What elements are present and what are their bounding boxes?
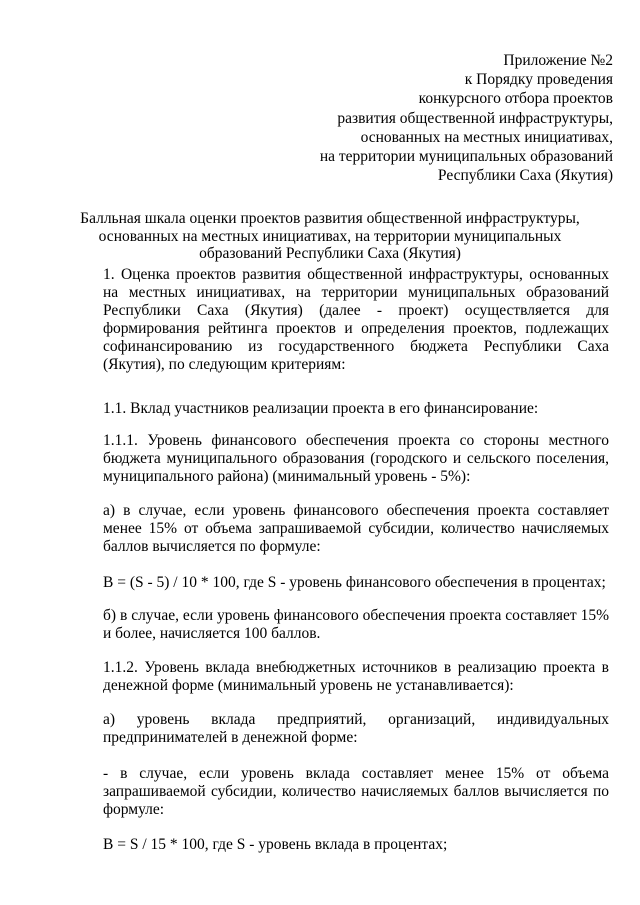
- paragraph-a: а) в случае, если уровень финансового обеспечения проекта составляет менее 15% от объема запрашиваемой субсидии, количество начисляемых баллов вычисляется по формуле:: [103, 502, 609, 555]
- appendix-line: развития общественной инфраструктуры,: [337, 109, 613, 127]
- document-title: Балльная шкала оценки проектов развития общественной инфраструктуры, основанных на местных инициативах, на территории муниципальных образований Республики Саха (Якутия): [80, 210, 580, 263]
- paragraph-1-1-1: 1.1.1. Уровень финансового обеспечения проекта со стороны местного бюджета муниципального образования (городского и сельского поселения, муниципального района) (минимальный уровень - 5%):: [103, 432, 609, 485]
- paragraph-dash: - в случае, если уровень вклада составляет менее 15% от объема запрашиваемой субсидии, количество начисляемых баллов вычисляется по формуле:: [103, 765, 609, 818]
- paragraph-1: 1. Оценка проектов развития общественной инфраструктуры, основанных на местных инициативах, на территории муниципальных образований Республики Саха (Якутия) (далее - проект) осуществляется для формирования рейтинга проектов и определения проектов, подлежащих софинансированию из государственного бюджета Республики Саха (Якутия), по следующим критериям:: [103, 266, 609, 373]
- formula-2: B = S / 15 * 100, где S - уровень вклада в процентах;: [103, 836, 448, 853]
- paragraph-b: б) в случае, если уровень финансового обеспечения проекта составляет 15% и более, начисляется 100 баллов.: [103, 607, 609, 642]
- appendix-line: Республики Саха (Якутия): [437, 167, 613, 185]
- appendix-line: конкурсного отбора проектов: [418, 90, 613, 108]
- formula-1: B = (S - 5) / 10 * 100, где S - уровень финансового обеспечения в процентах;: [103, 574, 606, 591]
- paragraph-a2: а) уровень вклада предприятий, организаций, индивидуальных предпринимателей в денежной форме:: [103, 711, 609, 746]
- appendix-line: основанных на местных инициативах,: [360, 128, 613, 146]
- appendix-line: Приложение №2: [503, 52, 613, 69]
- appendix-line: на территории муниципальных образований: [319, 148, 613, 166]
- appendix-line: к Порядку проведения: [464, 71, 613, 89]
- paragraph-1-1-2: 1.1.2. Уровень вклада внебюджетных источников в реализацию проекта в денежной форме (минимальный уровень не устанавливается):: [103, 659, 609, 694]
- appendix-header: [320, 51, 613, 185]
- paragraph-1-1: 1.1. Вклад участников реализации проекта в его финансирование:: [103, 400, 539, 417]
